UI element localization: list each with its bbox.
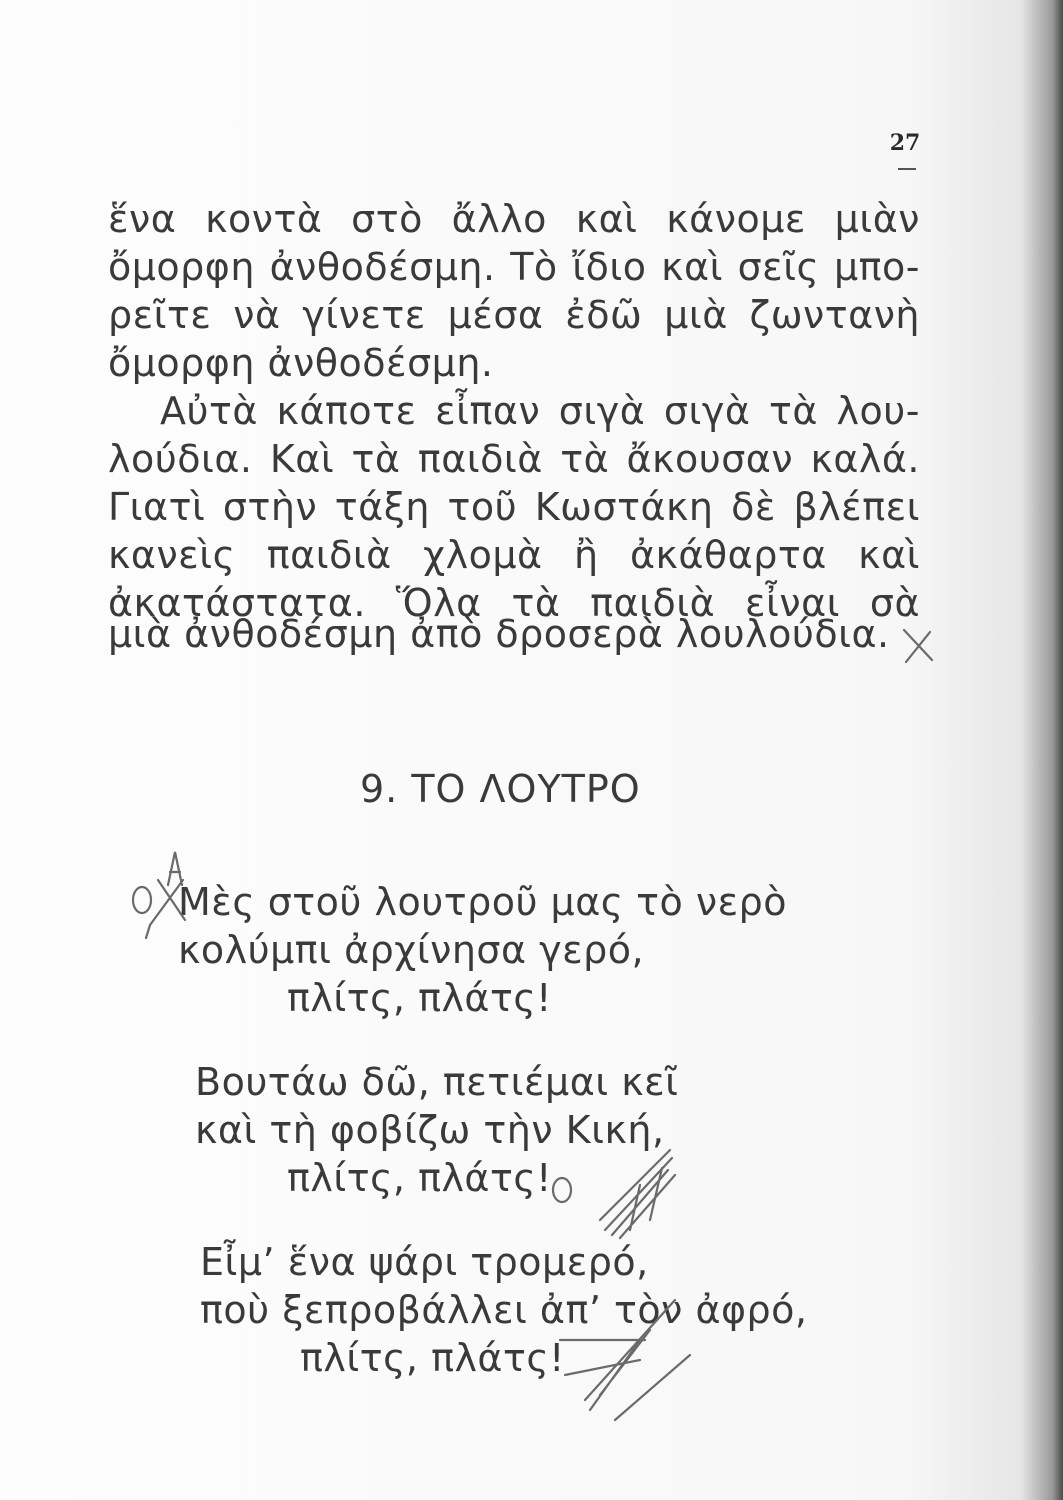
poem-line: καὶ τὴ φοβίζω τὴν Κική, — [195, 1108, 665, 1152]
poem-refrain: πλίτς, πλάτς! — [287, 976, 552, 1020]
poem-line: Εἶμ’ ἕνα ψάρι τρομερό, — [200, 1240, 649, 1284]
paragraph-line: ἕνα κοντὰ στὸ ἄλλο καὶ κάνομε μιὰν — [108, 197, 920, 241]
section-heading: 9. ΤΟ ΛΟΥΤΡΟ — [360, 767, 641, 811]
poem-line: ποὺ ξεπροβάλλει ἀπ’ τὸν ἀφρό, — [200, 1288, 808, 1332]
paragraph-line: Αὐτὰ κάποτε εἶπαν σιγὰ σιγὰ τὰ λου- — [160, 389, 920, 433]
page-number: 27 — [889, 130, 921, 156]
poem-line: Μὲς στοῦ λουτροῦ μας τὸ νερὸ — [178, 880, 787, 924]
pencil-scribble — [600, 1150, 675, 1238]
paragraph-line: ρεῖτε νὰ γίνετε μέσα ἐδῶ μιὰ ζωντανὴ — [108, 293, 920, 337]
paragraph-line: κανεὶς παιδιὰ χλομὰ ἢ ἀκάθαρτα καὶ — [108, 533, 920, 577]
poem-line: Βουτάω δῶ, πετιέμαι κεῖ — [195, 1060, 679, 1104]
pencil-o-mark — [553, 1178, 571, 1202]
paragraph-line: μιὰ ἀνθοδέσμη ἀπὸ δροσερὰ λουλούδια. — [108, 612, 890, 656]
paragraph-line: ὄμορφη ἀνθοδέσμη. — [108, 341, 494, 385]
paragraph-line: Γιατὶ στὴν τάξη τοῦ Κωστάκη δὲ βλέπει — [108, 485, 920, 529]
poem-refrain: πλίτς, πλάτς! — [300, 1336, 565, 1380]
poem-refrain: πλίτς, πλάτς! — [287, 1156, 552, 1200]
page-number-underline — [898, 168, 916, 170]
paragraph-line: ὄμορφη ἀνθοδέσμη. Τὸ ἴδιο καὶ σεῖς μπο- — [108, 245, 920, 289]
poem-line: κολύμπι ἀρχίνησα γερό, — [178, 928, 645, 972]
pencil-o-mark — [133, 887, 151, 913]
paragraph-line: λούδια. Καὶ τὰ παιδιὰ τὰ ἄκουσαν καλά. — [108, 437, 920, 481]
paragraph-line: ἀκατάστατα. Ὅλα τὰ παιδιὰ εἶναι σὰ — [108, 581, 920, 625]
